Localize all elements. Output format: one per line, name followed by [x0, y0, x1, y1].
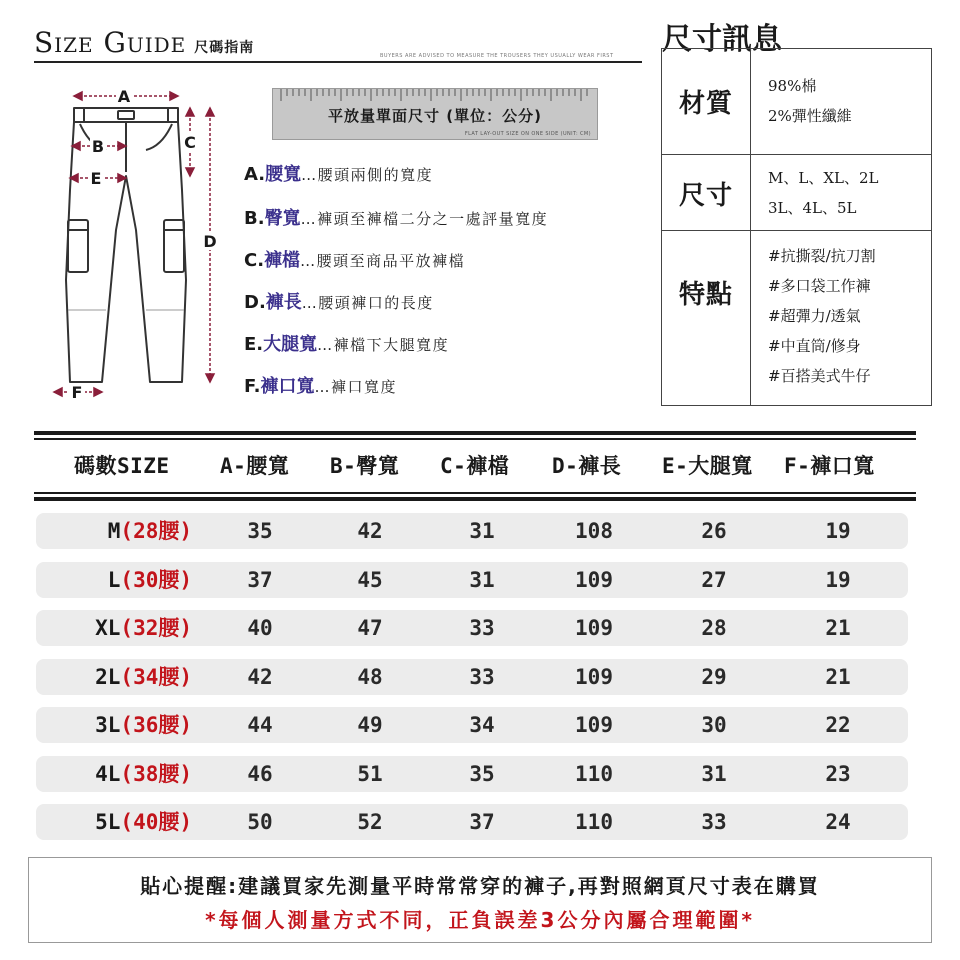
info-line: 2%彈性纖維 [768, 107, 852, 125]
info-divider [750, 231, 751, 405]
size-guide-title [34, 26, 254, 59]
size-row [36, 513, 908, 549]
size-row [36, 756, 908, 792]
info-value [768, 71, 927, 131]
size-row-label [95, 804, 192, 840]
size-cell: 42 [247, 664, 273, 689]
size-cell: 42 [357, 519, 383, 543]
size-code: 5L [95, 810, 121, 834]
definition-desc: …腰頭至商品平放褲檔 [300, 252, 466, 270]
size-cell: 26 [701, 519, 727, 543]
info-title: 尺寸訊息 [662, 22, 782, 57]
header-waist: A-腰寬 [220, 454, 290, 478]
size-row [36, 562, 908, 598]
size-code: XL [95, 616, 121, 640]
size-cell: 109 [575, 664, 613, 689]
size-guide-subtitle: 尺碼指南 [194, 40, 255, 56]
header-note: BUYERS ARE ADVISED TO MEASURE THE TROUSERS THEY USUALLY WEAR FIRST [380, 53, 614, 59]
size-cell: 31 [469, 567, 495, 592]
table-header-rule [34, 497, 916, 501]
definition-name: 大腿寬 [263, 334, 318, 355]
header-rise: C-褲檔 [440, 454, 510, 478]
size-row-label [95, 610, 192, 646]
size-row-label [95, 707, 192, 743]
definition-key: C. [244, 250, 265, 271]
size-cell: 33 [469, 664, 495, 689]
size-cell: 109 [575, 713, 613, 737]
size-cell: 109 [575, 616, 613, 640]
pants-outline [66, 108, 186, 382]
table-top-rule-thin [34, 438, 916, 440]
info-value [768, 163, 927, 223]
dimension-labels [69, 87, 218, 402]
ruler-title: 平放量單面尺寸 (單位：公分) [328, 107, 542, 125]
size-waist: (38腰) [120, 761, 192, 786]
size-cell: 49 [357, 713, 383, 737]
definition-desc: …腰頭兩側的寬度 [301, 166, 434, 184]
size-cell: 19 [825, 567, 851, 592]
label-a: A [117, 87, 131, 106]
size-table-header [34, 450, 916, 490]
label-e: E [90, 169, 102, 188]
size-cell: 28 [701, 616, 727, 640]
info-label: 材質 [662, 49, 751, 154]
definition-thigh [244, 330, 449, 356]
size-row-label [108, 513, 192, 549]
table-top-rule [34, 431, 916, 435]
size-cell: 110 [575, 810, 613, 834]
info-line: #超彈力/透氣 [768, 307, 861, 325]
label-f: F [71, 383, 83, 402]
size-cell: 27 [701, 567, 727, 592]
header-thigh: E-大腿寬 [662, 454, 753, 478]
size-cell: 108 [575, 519, 613, 543]
reminder-text: 貼心提醒:建議買家先測量平時常常穿的褲子,再對照網頁尺寸表在購買 [140, 874, 820, 898]
size-cell: 24 [825, 810, 851, 834]
size-cell: 21 [825, 664, 851, 689]
info-line: #中直筒/修身 [768, 337, 861, 355]
size-cell: 45 [357, 567, 383, 592]
definition-desc: …褲口寬度 [314, 378, 398, 396]
reminder-box [28, 857, 932, 943]
definition-desc: …褲檔下大腿寬度 [317, 336, 450, 354]
info-line: M、L、XL、2L [768, 169, 879, 187]
definition-name: 腰寬 [265, 164, 302, 185]
size-cell: 19 [825, 519, 851, 543]
size-cell: 50 [247, 810, 273, 834]
size-cell: 46 [247, 761, 273, 786]
size-cell: 35 [469, 761, 495, 786]
definition-desc: …褲頭至褲檔二分之一處評量寬度 [300, 210, 549, 228]
table-header-rule-thin [34, 492, 916, 494]
size-cell: 33 [701, 810, 727, 834]
label-d: D [203, 232, 217, 251]
size-cell: 37 [247, 567, 273, 592]
label-b: B [91, 137, 105, 156]
definition-key: B. [244, 208, 265, 229]
size-code: L [107, 567, 121, 592]
size-cell: 52 [357, 810, 383, 834]
definition-hip [244, 204, 548, 230]
size-waist: (36腰) [120, 713, 192, 737]
size-cell: 37 [469, 810, 495, 834]
info-line: #百搭美式牛仔 [768, 367, 871, 385]
size-cell: 23 [825, 761, 851, 786]
pants-diagram [40, 80, 230, 410]
size-code: 2L [95, 664, 121, 689]
size-cell: 109 [575, 567, 613, 592]
info-value [768, 241, 927, 391]
info-line: 98%棉 [768, 77, 817, 95]
info-label: 特點 [662, 231, 751, 353]
info-label: 尺寸 [662, 155, 751, 231]
info-line: 3L、4L、5L [768, 199, 857, 217]
definition-waist [244, 160, 433, 186]
header-divider [34, 61, 642, 63]
info-row-features [662, 230, 931, 405]
size-cell: 110 [575, 761, 613, 786]
info-line: #抗撕裂/抗刀割 [768, 247, 876, 265]
size-code: M [107, 519, 121, 543]
size-cell: 31 [701, 761, 727, 786]
ruler-banner [272, 88, 598, 140]
definition-length [244, 288, 434, 314]
definition-desc: …腰頭褲口的長度 [301, 294, 434, 312]
size-waist: (30腰) [120, 567, 192, 592]
size-waist: (40腰) [120, 810, 192, 834]
size-row [36, 659, 908, 695]
size-cell: 47 [357, 616, 383, 640]
info-row-sizes [662, 154, 931, 231]
definition-key: E. [244, 334, 264, 355]
size-code: 4L [95, 761, 121, 786]
size-row [36, 610, 908, 646]
ruler-subtitle: FLAT LAY-OUT SIZE ON ONE SIDE (UNIT: CM) [464, 131, 591, 137]
definition-name: 臀寬 [264, 208, 301, 229]
size-row-label [108, 562, 192, 598]
size-cell: 29 [701, 664, 727, 689]
size-waist: (32腰) [120, 616, 192, 640]
label-c: C [184, 133, 196, 152]
header-hem: F-褲口寬 [784, 454, 875, 478]
header-size: 碼數SIZE [74, 454, 170, 478]
size-cell: 48 [357, 664, 383, 689]
size-waist: (34腰) [120, 664, 192, 689]
info-table [661, 48, 932, 406]
size-guide-title-text: Size Guide [34, 26, 187, 59]
size-cell: 51 [357, 761, 383, 786]
header-length: D-褲長 [552, 454, 622, 478]
size-cell: 31 [469, 519, 495, 543]
definition-hem [244, 372, 397, 398]
size-cell: 44 [247, 713, 273, 737]
definition-name: 褲長 [265, 292, 302, 313]
size-waist: (28腰) [120, 519, 192, 543]
size-cell: 33 [469, 616, 495, 640]
size-row-label [95, 756, 192, 792]
header-hip: B-臀寬 [330, 454, 400, 478]
size-row [36, 804, 908, 840]
size-cell: 30 [701, 713, 727, 737]
size-cell: 35 [247, 519, 273, 543]
size-code: 3L [95, 713, 121, 737]
size-row-label [95, 659, 192, 695]
definition-name: 褲檔 [264, 250, 301, 271]
size-row [36, 707, 908, 743]
definition-key: D. [244, 292, 266, 313]
info-row-material [662, 49, 931, 154]
info-line: #多口袋工作褲 [768, 277, 871, 295]
definition-key: A. [244, 164, 266, 185]
size-cell: 21 [825, 616, 851, 640]
size-cell: 40 [247, 616, 273, 640]
size-cell: 34 [469, 713, 495, 737]
definition-name: 褲口寬 [260, 376, 315, 397]
reminder-warning: *每個人測量方式不同，正負誤差3公分內屬合理範圍* [205, 908, 755, 932]
definition-rise [244, 246, 465, 272]
definition-key: F. [244, 376, 261, 397]
size-cell: 22 [825, 713, 851, 737]
